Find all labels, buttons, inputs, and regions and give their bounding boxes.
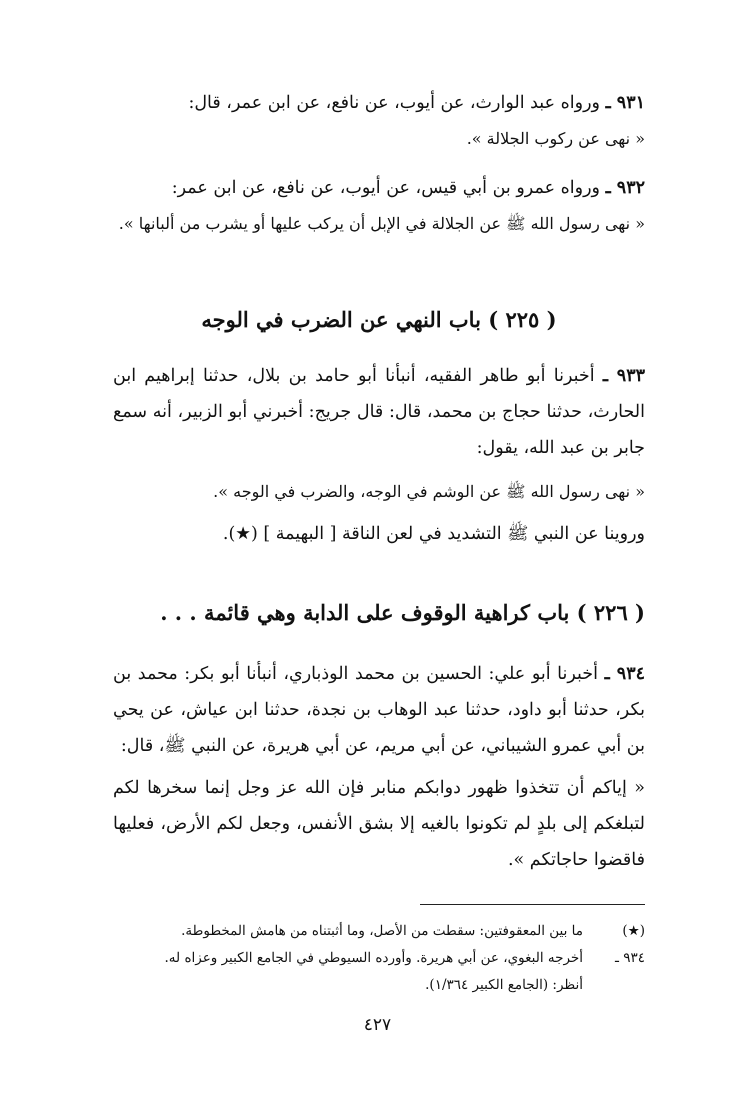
hadith-933-matn: « نهى رسول الله ﷺ عن الوشم في الوجه، والضرب في الوجه ». <box>213 482 645 501</box>
isnad-text: أخبرنا أبو طاهر الفقيه، أنبأنا أبو حامد بن بلال، حدثنا إبراهيم ابن الحارث، حدثنا حجاج بن محمد، قال: قال جريج: أخبرني أبو الزبير، أنه سمع جابر بن عبد الله، يقول: <box>113 366 645 458</box>
isnad-text: ورواه عبد الوارث، عن أيوب، عن نافع، عن ابن عمر، قال: <box>188 93 600 113</box>
hadith-931-chain <box>113 85 645 121</box>
footnote-line: أنظر: (الجامع الكبير ١/٣٦٤). <box>425 977 583 993</box>
hadith-number: ٩٣٢ ـ <box>605 178 645 198</box>
hadith-number: ٩٣١ ـ <box>605 93 645 113</box>
isnad-text: ورواه عمرو بن أبي قيس، عن أيوب، عن نافع، عن ابن عمر: <box>171 178 600 198</box>
hadith-932-matn: « نهى رسول الله ﷺ عن الجلالة في الإبل أن يركب عليها أو يشرب من ألبانها ». <box>118 214 645 233</box>
hadith-number: ٩٣٣ ـ <box>602 366 645 386</box>
footnote-line: أخرجه البغوي، عن أبي هريرة. وأورده السيوطي في الجامع الكبير وعزاه له. <box>164 950 583 966</box>
isnad-text: أخبرنا أبو علي: الحسين بن محمد الوذباري، أنبأنا أبو بكر: محمد بن بكر، حدثنا أبو داود، حدثنا عبد الوهاب بن نجدة، حدثنا ابن عياش، عن يحي بن أبي عمرو الشيباني، عن أبي مريم، عن أبي هريرة، عن النبي ﷺ، قال: <box>113 664 645 756</box>
footnote-mark: ٩٣٤ ـ <box>614 950 645 966</box>
hadith-931-matn: « نهى عن ركوب الجلالة ». <box>466 129 645 148</box>
hadith-932-chain <box>113 170 645 206</box>
hadith-933-note: وروينا عن النبي ﷺ التشديد في لعن الناقة [ البهيمة ] (★). <box>222 524 645 544</box>
hadith-932 <box>113 170 645 242</box>
hadith-number: ٩٣٤ ـ <box>604 664 645 684</box>
chapter-heading-226: ( ٢٢٦ ) باب كراهية الوقوف على الدابة وهي قائمة . . . <box>160 600 645 625</box>
footnote-text: ما بين المعقوفتين: سقطت من الأصل، وما أثبتناه من هامش المخطوطة. <box>181 923 583 939</box>
footnote-mark: (★) <box>622 923 645 939</box>
footnote-star <box>113 918 645 945</box>
hadith-931 <box>113 85 645 157</box>
hadith-933-chain <box>113 358 645 466</box>
hadith-934 <box>113 656 645 878</box>
hadith-933 <box>113 358 645 552</box>
footnotes <box>113 918 645 999</box>
footnote-separator <box>420 904 645 905</box>
hadith-934-chain <box>113 656 645 764</box>
page-number: ٤٢٧ <box>363 1015 392 1035</box>
footnote-text <box>113 945 583 999</box>
hadith-934-matn: « إياكم أن تتخذوا ظهور دوابكم منابر فإن الله عز وجل إنما سخرها لكم لتبلغكم إلى بلدٍ لم تكونوا بالغيه إلا بشق الأنفس، وجعل لكم الأرض، فعليها فاقضوا حاجاتكم ». <box>113 778 645 870</box>
footnote-934 <box>113 945 645 999</box>
chapter-heading-225: ( ٢٢٥ ) باب النهي عن الضرب في الوجه <box>201 307 557 332</box>
